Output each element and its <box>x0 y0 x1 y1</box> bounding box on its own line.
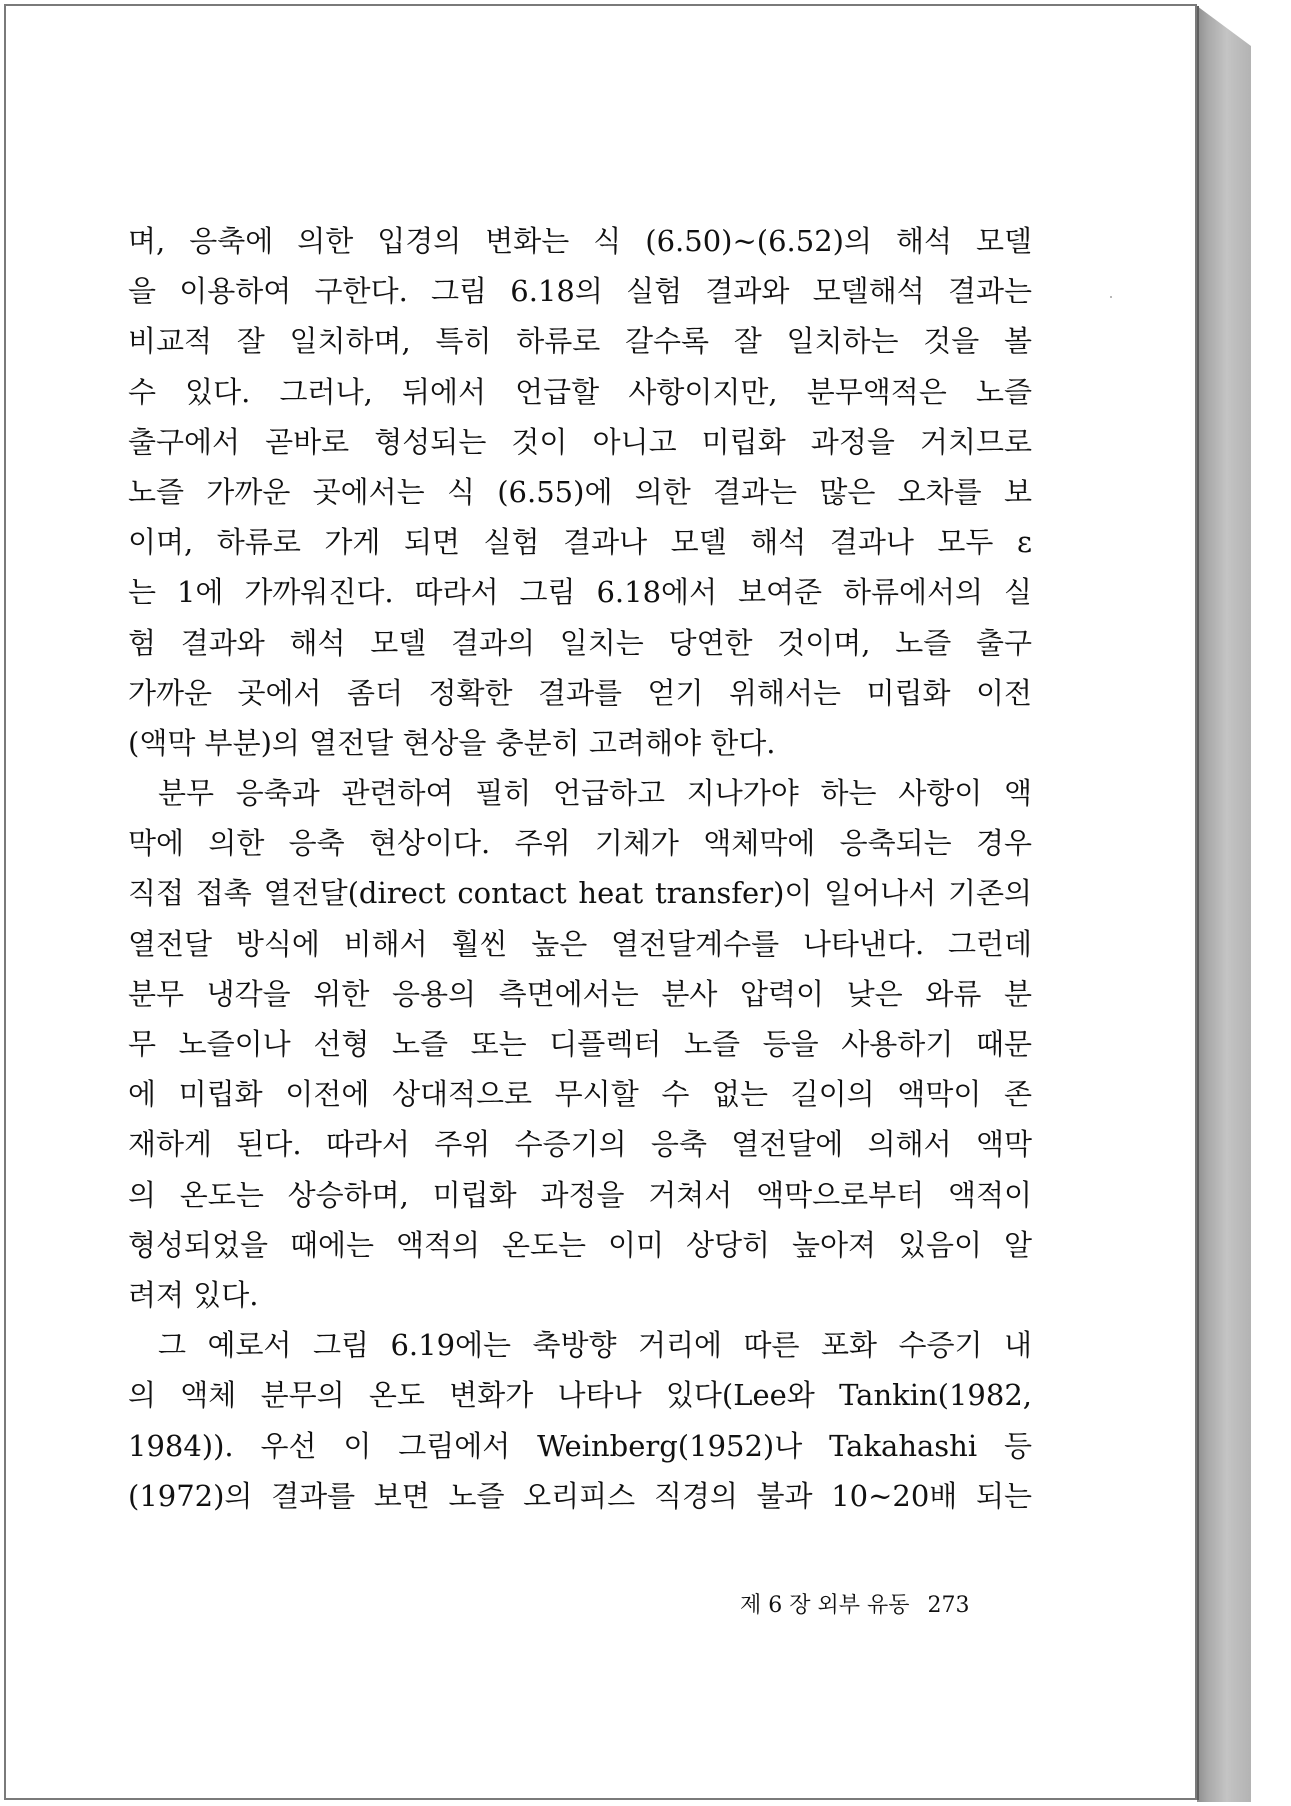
text-line: 그 예로서 그림 6.19에는 축방향 거리에 따른 포화 수증기 내 <box>158 1328 1032 1363</box>
paragraph-3 <box>128 1320 1032 1521</box>
text-line: 며, 응축에 의한 입경의 변화는 식 (6.50)~(6.52)의 해석 모델 <box>128 224 1032 258</box>
page-edge-line <box>1197 6 1199 1800</box>
text-line: 열전달 방식에 비해서 훨씬 높은 열전달계수를 나타낸다. 그런데 <box>128 926 1032 961</box>
text-line: 무 노즐이나 선형 노즐 또는 디플렉터 노즐 등을 사용하기 때문 <box>128 1027 1032 1061</box>
text-line: 의 액체 분무의 온도 변화가 나타나 있다(Lee와 Tankin(1982, <box>128 1378 1032 1413</box>
text-line: (액막 부분)의 열전달 현상을 충분히 고려해야 한다. <box>128 725 776 760</box>
text-line: 분무 응축과 관련하여 필히 언급하고 지나가야 하는 사항이 액 <box>158 776 1032 811</box>
text-line: 1984)). 우선 이 그림에서 Weinberg(1952)나 Takahashi 등 <box>128 1428 1032 1463</box>
text-line: 분무 냉각을 위한 응용의 측면에서는 분사 압력이 낮은 와류 분 <box>128 976 1032 1011</box>
text-line: 형성되었을 때에는 액적의 온도는 이미 상당히 높아져 있음이 알 <box>128 1227 1032 1262</box>
chapter-title: 제 6 장 외부 유동 <box>740 1593 910 1618</box>
text-line: 재하게 된다. 따라서 주위 수증기의 응축 열전달에 의해서 액막 <box>128 1127 1032 1162</box>
text-line: 의 온도는 상승하며, 미립화 과정을 거쳐서 액막으로부터 액적이 <box>128 1177 1032 1212</box>
page-footer <box>740 1588 969 1619</box>
text-line: (1972)의 결과를 보면 노즐 오리피스 직경의 불과 10~20배 되는 <box>128 1478 1032 1513</box>
text-line: 수 있다. 그러나, 뒤에서 언급할 사항이지만, 분무액적은 노즐 <box>128 374 1032 409</box>
text-line: 비교적 잘 일치하며, 특히 하류로 갈수록 잘 일치하는 것을 볼 <box>128 324 1032 359</box>
text-line: 노즐 가까운 곳에서는 식 (6.55)에 의한 결과는 많은 오차를 보 <box>128 474 1032 509</box>
text-line: 직접 접촉 열전달(direct contact heat transfer)이 일어나서 기존의 <box>128 876 1032 911</box>
text-line: 험 결과와 해석 모델 결과의 일치는 당연한 것이며, 노즐 출구 <box>128 625 1032 660</box>
text-line: 려져 있다. <box>128 1277 259 1312</box>
text-line: 에 미립화 이전에 상대적으로 무시할 수 없는 길이의 액막이 존 <box>128 1077 1032 1112</box>
paragraph-1 <box>128 216 1032 768</box>
paragraph-2 <box>128 768 1032 1320</box>
text-line: 이며, 하류로 가게 되면 실험 결과나 모델 해석 결과나 모두 ε <box>128 525 1032 560</box>
text-line: 가까운 곳에서 좀더 정확한 결과를 얻기 위해서는 미립화 이전 <box>128 675 1032 710</box>
text-line: 는 1에 가까워진다. 따라서 그림 6.18에서 보여준 하류에서의 실 <box>128 575 1032 610</box>
text-line: 막에 의한 응축 현상이다. 주위 기체가 액체막에 응축되는 경우 <box>128 826 1032 861</box>
scan-speck <box>1110 296 1112 298</box>
text-line: 출구에서 곧바로 형성되는 것이 아니고 미립화 과정을 거치므로 <box>128 424 1032 459</box>
body-text <box>128 216 1032 1521</box>
book-page-edges <box>1197 6 1251 1802</box>
page-number: 273 <box>927 1593 970 1618</box>
text-line: 을 이용하여 구한다. 그림 6.18의 실험 결과와 모델해석 결과는 <box>128 274 1032 309</box>
